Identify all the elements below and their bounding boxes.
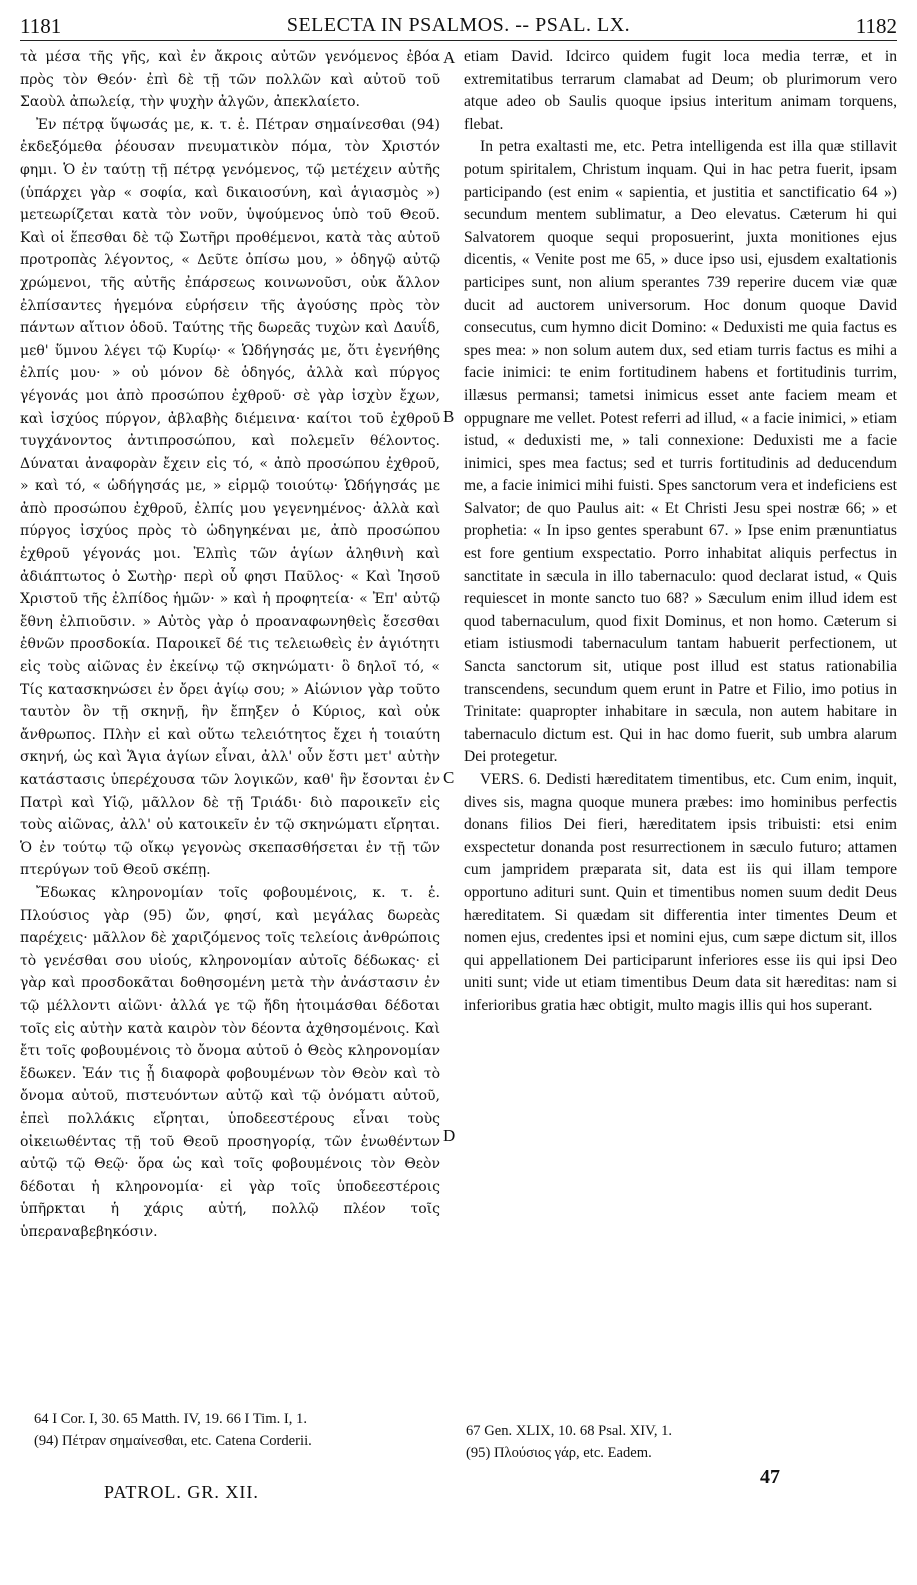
margin-letter-b: B [443,407,455,426]
footnotes-left [34,1408,444,1452]
greek-paragraph-2: Ἐν πέτρᾳ ὕψωσάς με, κ. τ. ἑ. Πέτραν σημαίνεσθαι (94) ἐκδεξόμεθα ῥέουσαν πνευματικὸν πόμα, τὸν Χριστόν φημι. Ὁ ἐν ταύτῃ τῇ πέτρᾳ γενόμενος, τῷ μετέχειν αὐτῆς (ὑπάρχει γὰρ « σοφία, καὶ δικαιοσύνη, καὶ ἁγιασμὸς ») μετεωρίζεται κατὰ τὸν νοῦν, ὑψούμενος ὑπὸ τοῦ Θεοῦ. Καὶ οἱ ἕπεσθαι δὲ τῷ Σωτῆρι προθέμενοι, κατὰ τὰς αὐτοῦ προτροπὰς λέγοντος, « Δεῦτε ὀπίσω μου, » ὁδηγῷ αὐτῷ χρώμενοι, τῆς αὐτῆς ἐπάρσεως κοινωνοῦσι, οὐκ ἄλλον ἐλπίσαντες ἡγεμόνα εὑρήσειν τῆς ἀγούσης πρὸς τὸν πάντων αἴτιον ὁδοῦ. Ταύτης τῆς δωρεᾶς τυχὼν καὶ Δαυΐδ, μεθ' ὕμνου λέγει τῷ Κυρίῳ· « Ὡδήγησάς με, ὅτι ἐγενήθης ἐλπίς μου· » οὐ μόνον δὲ ὁδηγός, ἀλλὰ καὶ πύργος γέγονάς μοι ἀπὸ προσώπου ἐχθροῦ· σὲ γὰρ ἰσχὺν ἔχων, καὶ ἰσχύος πύργον, ἀβλαβὴς διέμεινα· καίτοι τοῦ ἐχθροῦ τυγχάνοντος ἀντιπροσώπου, καὶ πολεμεῖν θέλοντος. Δύναται ἀναφορὰν ἔχειν εἰς τό, « ἀπὸ προσώπου ἐχθροῦ, » καὶ τό, « ὡδήγησάς με, » εἱρμῷ τοιούτῳ· Ὡδήγησάς με ἀπὸ προσώπου ἐχθροῦ, ἐλπίς μου γεγενημένος· ἀλλὰ καὶ πύργος ἰσχύος πρὸς τὸ ὡδηγηκέναι με, ἀπὸ προσώπου ἐχθροῦ γέγονάς μοι. Ἐλπὶς τῶν ἁγίων ἀληθινὴ καὶ ἀδιάπτωτος ὁ Σωτὴρ· περὶ οὗ φησι Παῦλος· « Καὶ Ἰησοῦ Χριστοῦ τῆς ἐλπίδος ἡμῶν· » καὶ ἡ προφητεία· « Ἐπ' αὐτῷ ἔθνη ἐλπιοῦσιν. » Αὐτὸς γὰρ ὁ προαναφωνηθεὶς ἔσεσθαι ἐθνῶν προσδοκία. Παροικεῖ δέ τις τελειωθεὶς ἐν ἁγιότητι εἰς τοὺς αἰῶνας ἐν ἐκείνῳ τῷ σκηνώματι· ὃ δηλοῖ τό, « Τίς κατασκηνώσει ἐν ὄρει ἁγίῳ σου; » Αἰώνιον γὰρ τοῦτο ταυτὸν ὂν τῇ σκηνῇ, ἣν ἔπηξεν ὁ Κύριος, καὶ οὐκ ἄνθρωπος. Πλὴν εἰ καὶ οὕτω τελειότητος ἔχει ἡ τοιαύτη σκηνή, ὡς καὶ Ἅγια ἁγίων εἶναι, ἀλλ' οὖν ἔστι μετ' αὐτὴν κατάστασις ὑπερέχουσα τῶν λογικῶν, καθ' ἣν ἔσονται ἐν Πατρὶ καὶ Υἱῷ, μᾶλλον δὲ τῇ Τριάδι· διὸ παροικεῖν εἰς τοὺς αἰῶνας, ἀλλ' οὐ κατοικεῖν ἐν τῷ σκηνώματι εἴρηται. Ὁ ἐν τούτῳ τῷ οἴκῳ γεγονὼς σκεπασθήσεται ἐν τῇ τῶν πτερύγων τοῦ Θεοῦ σκέπῃ. [20,116,440,879]
margin-letter-c: C [443,768,455,787]
latin-paragraph-3: VERS. 6. Dedisti hæreditatem timentibus, etc. Cum enim, inquit, dives sis, magna quoque munera præbes: imo hominibus perfectis donans filios Dei fieri, hæreditatem ipsis tribuisti: etsi enim exspectetur donanda post resurrectionem in sæculo futuro; attamen cum jampridem præparata sit, data est iis qui illam tempore opportuno adituri sunt. Quin et timentibus nomen suum dedit Deus hæreditatem. Si quædam sit differentia inter timentes Deum et nomen ejus, credentes ipsi et nomini ejus, cum sæpe dictum sit, illos qui appellationem Dei participarunt inferiores esse iis qui ipsi Deo uniti sunt; vide ut etiam timentibus Deum data sit hæreditas: nam si inferioribus gratia hæc obtigit, multo magis illis qui hos superant. [464,771,897,1014]
signature-mark: PATROL. GR. XII. [104,1482,259,1502]
latin-column [464,46,897,1018]
footnote-94: (94) Πέτραν σημαίνεσθαι, etc. Catena Corderii. [34,1433,312,1449]
footnote-refs-right: 67 Gen. XLIX, 10. 68 Psal. XIV, 1. [466,1423,673,1439]
footnotes-right [466,1420,886,1464]
running-title: SELECTA IN PSALMOS. -- PSAL. LX. [286,14,631,36]
greek-paragraph-3: Ἔδωκας κληρονομίαν τοῖς φοβουμένοις, κ. τ. ἑ. Πλούσιος γὰρ (95) ὤν, φησί, καὶ μεγάλας δωρεὰς παρέχεις· μᾶλλον δὲ χαριζόμενος τοῖς τελείοις ἀνθρώποις τὸ γενέσθαι σου υἱούς, κληρονομίαν αὐτοῖς δέδωκας· εἰ γὰρ καὶ προσδοκᾶται δοθησομένη μετὰ τὴν ἀνάστασιν ἐν τῷ μέλλοντι αἰῶνι· ἀλλά γε τῷ ἤδη ἡτοιμάσθαι δέδοται τοῖς εἰς αὐτὴν κατὰ καιρὸν τὸν δέοντα ἀχθησομένοις. Καὶ ἔτι τοῖς φοβουμένοις τὸ ὄνομα αὐτοῦ ὁ Θεὸς κληρονομίαν ἔδωκεν. Ἐάν τις ᾖ διαφορὰ φοβουμένων τὸν Θεὸν καὶ τὸ ὄνομα αὐτοῦ, πιστευόντων αὐτῷ καὶ τῷ ὀνόματι αὐτοῦ, ἐπεὶ πολλάκις εἴρηται, ὑποδεεστέρους εἶναι τοὺς οἰκειωθέντας τῇ τοῦ Θεοῦ προσηγορίᾳ, τῶν ἑνωθέντων αὐτῷ τῷ Θεῷ· ὅρα ὡς καὶ τοῖς φοβουμένοις τὸν Θεὸν δέδοται ἡ κληρονομία· εἰ γὰρ τοῖς ὑποδεεστέροις ὑπῆρκται ἡ χάρις αὐτή, πολλῷ πλέον τοῖς ὑπεραναβεβηκόσιν. [20,884,440,1240]
latin-paragraph-2: In petra exaltasti me, etc. Petra intelligenda est illa quæ stillavit potum spiritalem, Christum inquam. Qui in hac petra fuerit, ipsam participando (est enim « sapientia, et justitia et sanctificatio 64 ») secundum mentem sublimatur, a Deo elevatus. Cæterum hi qui Salvatorem quoque sequi proposuerint, juxta monitiones ejus dicentis, « Venite post me 65, » duce ipso usi, ejusdem exaltationis participes sunt, non alium sperantes 739 reperire ducem viæ quæ ducit ad auctorem universorum. Hoc donum quoque David consecutus, cum hymno dicit Domino: « Deduxisti me quia factus es spes mea: » non solum autem dux, sed etiam turris factus es mihi a facie inimici: te enim fortitudinem habens et fortitudinis turrim, illæsus permansi; tametsi inimicus esset ante faciem meam et oppugnare me vellet. Potest referri ad illud, « a facie inimici, » etiam istud, « deduxisti me, » tali connexione: Deduxisti me a facie inimici, spes mea factus; sed et turris fortitudinis ad deducendum me, a facie inimici mihi fuisti. Spes sanctorum vera et indeficiens est Salvator; de quo Paulus ait: « Et Christi Jesu spei nostræ 66; » et prophetia: « In ipso gentes sperabunt 67. » Ipse enim prænuntiatus est fore gentium exspectatio. Porro inhabitat aliquis perfectus in sanctitate in sæcula in illo tabernaculo: quod declarat istud, « Quis requiescet in monte sancto tuo 68? » Sæculum enim illud idem est quod tabernaculum, quod fixit Dominus, et non homo. Cæterum si etiam istiusmodi tabernaculum tantam habuerit perfectionem, ut Sancta sanctorum sit, utique post illud est status rationabilia transcendens, secundum quem erunt in Patre et Filio, imo potius in Trinitate: quapropter inhabitare in sæcula, non autem habitare in tabernaculo dictum est. Qui in hac domo fuerit, sub umbra alarum Dei protegetur. [464,138,897,766]
page-number: 47 [760,1466,780,1488]
greek-paragraph-1: τὰ μέσα τῆς γῆς, καὶ ἐν ἄκροις αὐτῶν γενόμενος ἐβόα πρὸς τὸν Θεόν· ἐπὶ δὲ τῇ τῶν πολλῶν καὶ αὐτοῦ τοῦ Σαοὺλ ἀπωλείᾳ, τὴν ψυχὴν ἀλγῶν, ἀπεκλαίετο. [20,49,440,111]
margin-letter-a: A [443,48,456,67]
running-header [20,14,897,41]
margin-letter-d: D [443,1126,456,1145]
latin-paragraph-1: etiam David. Idcirco quidem fugit loca media terræ, et in extremitatibus terrarum clamabat ad Deum; ob plurimorum vero atque adeo ob Saulis quoque ipsius interitum animam torquens, flebat. [464,48,897,133]
footnote-95: (95) Πλούσιος γάρ, etc. Eadem. [466,1445,652,1461]
footnote-refs-left: 64 I Cor. I, 30. 65 Matth. IV, 19. 66 I Tim. I, 1. [34,1411,307,1427]
column-number-right: 1182 [855,14,897,38]
greek-column [20,46,440,1243]
column-number-left: 1181 [20,14,62,38]
